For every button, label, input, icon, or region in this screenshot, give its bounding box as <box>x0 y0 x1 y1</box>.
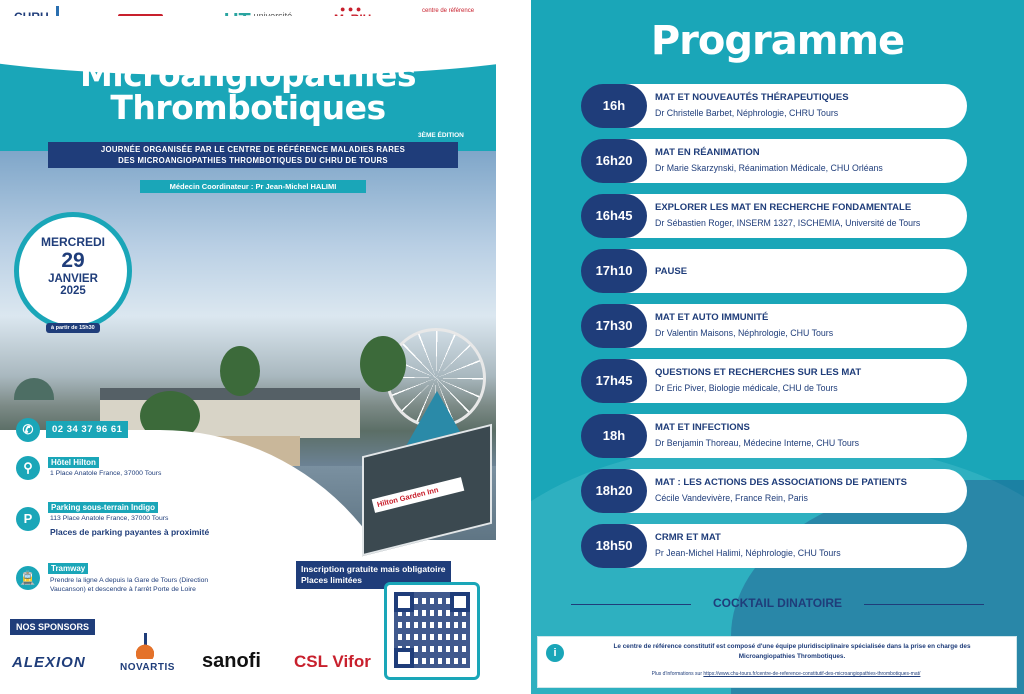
divider <box>864 604 984 605</box>
location-pin-icon: ⚲ <box>16 456 40 480</box>
flyer-left-page <box>0 0 496 694</box>
programme-time: 16h <box>581 84 647 128</box>
tram-title: Tramway <box>48 563 88 574</box>
programme-item-pill <box>601 359 967 403</box>
programme-speaker: Dr Christelle Barbet, Néphrologie, CHRU Tours <box>655 108 839 118</box>
qr-corner <box>450 592 470 612</box>
programme-time: 18h20 <box>581 469 647 513</box>
programme-time: 17h45 <box>581 359 647 403</box>
marih-dots-icon: ● ● ● <box>340 4 362 14</box>
registration-line2: Places limitées <box>301 575 362 585</box>
parking-title: Parking sous-terrain Indigo <box>48 502 158 513</box>
phone-icon: ✆ <box>16 418 40 442</box>
programme-item-pill <box>601 524 967 568</box>
programme-time: 17h10 <box>581 249 647 293</box>
date-day: MERCREDI <box>40 235 105 249</box>
programme-speaker: Dr Valentin Maisons, Néphrologie, CHU Tours <box>655 328 834 338</box>
programme-item-pill <box>601 84 967 128</box>
parking-note: Places de parking payantes à proximité <box>50 527 210 537</box>
tree-shape <box>220 346 260 396</box>
programme-item-pill <box>601 469 967 513</box>
programme-speaker: Dr Marie Skarzynski, Réanimation Médicale, CHU Orléans <box>655 163 883 173</box>
hotel-title: Hôtel Hilton <box>48 457 99 468</box>
qr-corner <box>394 592 414 612</box>
registration-line1: Inscription gratuite mais obligatoire <box>301 564 446 574</box>
date-year: 2025 <box>60 285 86 297</box>
programme-time: 16h20 <box>581 139 647 183</box>
programme-session-title: EXPLORER LES MAT EN RECHERCHE FONDAMENTALE <box>655 202 912 213</box>
programme-time: 18h50 <box>581 524 647 568</box>
edition-label: 3ÈME ÉDITION <box>418 132 464 139</box>
start-time-badge: à partir de 15h30 <box>46 323 100 333</box>
date-badge <box>14 212 132 330</box>
programme-item <box>581 469 967 513</box>
event-title-line1: Microangiopathies <box>79 55 417 94</box>
tram-line2: Vaucanson) et descendre à l'arrêt Porte de Loire <box>50 586 196 593</box>
parking-address: 113 Place Anatole France, 37000 Tours <box>50 515 169 522</box>
programme-session-title: MAT ET NOUVEAUTÉS THÉRAPEUTIQUES <box>655 92 849 103</box>
programme-session-title: QUESTIONS ET RECHERCHES SUR LES MAT <box>655 367 862 378</box>
programme-item <box>581 359 967 403</box>
hotel-address: 1 Place Anatole France, 37000 Tours <box>50 470 162 477</box>
programme-item-pill <box>601 139 967 183</box>
programme-item-pill <box>601 194 967 238</box>
tree-shape <box>360 336 406 392</box>
programme-speaker: Cécile Vandevivère, France Rein, Paris <box>655 493 808 503</box>
programme-item-pill <box>601 304 967 348</box>
programme-item-pill <box>601 414 967 458</box>
programme-speaker: Pr Jean-Michel Halimi, Néphrologie, CHU Tours <box>655 548 841 558</box>
programme-speaker: Dr Eric Piver, Biologie médicale, CHU de Tours <box>655 383 838 393</box>
programme-session-title: CRMR ET MAT <box>655 532 721 543</box>
tram-icon: 🚊 <box>16 566 40 590</box>
dome-shape <box>14 378 54 400</box>
hilton-sign: Hilton Garden Inn <box>372 477 465 513</box>
programme-session-title: PAUSE <box>655 266 688 277</box>
event-title <box>0 55 496 127</box>
qr-corner <box>394 648 414 668</box>
organizer-banner <box>48 142 458 168</box>
date-month: JANVIER <box>48 273 98 285</box>
programme-time: 17h30 <box>581 304 647 348</box>
info-url-link[interactable]: https://www.chu-tours.fr/centre-de-reference-constitutif-des-microangiopathies-thrombotiques-mat/ <box>703 671 921 677</box>
programme-item <box>581 139 967 183</box>
coordinator-label: Médecin Coordinateur : Pr Jean-Michel HALIMI <box>140 180 366 193</box>
tram-line1: Prendre la ligne A depuis la Gare de Tours (Direction <box>50 577 209 584</box>
phone-number[interactable]: 02 34 37 96 61 <box>46 421 128 438</box>
programme-session-title: MAT EN RÉANIMATION <box>655 147 760 158</box>
date-number: 29 <box>61 249 85 272</box>
programme-item <box>581 304 967 348</box>
programme-item <box>581 414 967 458</box>
sponsor-alexion-logo: ALEXION <box>12 654 86 671</box>
programme-speaker: Dr Sébastien Roger, INSERM 1327, ISCHEMIA, Université de Tours <box>655 218 921 228</box>
cocktail-label: COCKTAIL DINATOIRE <box>712 596 843 610</box>
programme-item <box>581 194 967 238</box>
programme-item <box>581 84 967 128</box>
programme-time: 16h45 <box>581 194 647 238</box>
info-box <box>537 636 1017 688</box>
info-url-line <box>558 671 1014 677</box>
info-more-label: Plus d'informations sur <box>651 671 702 677</box>
sponsors-label: NOS SPONSORS <box>10 619 95 635</box>
programme-title: Programme <box>650 18 905 64</box>
programme-item <box>581 524 967 568</box>
parking-icon: P <box>16 507 40 531</box>
sponsor-novartis-logo: NOVARTIS <box>120 662 175 673</box>
programme-item <box>581 249 967 293</box>
info-line2: Microangiopathies Thrombotiques. <box>738 653 846 660</box>
event-title-line2: Thrombotiques <box>110 88 386 127</box>
programme-session-title: MAT ET INFECTIONS <box>655 422 750 433</box>
novartis-flame-icon <box>136 633 154 659</box>
info-box-text <box>572 642 1012 662</box>
programme-session-title: MAT ET AUTO IMMUNITÉ <box>655 312 769 323</box>
flyer-right-page <box>531 0 1024 694</box>
info-line1: Le centre de référence constitutif est composé d'une équipe pluridisciplinaire spécialisée dans la prise en charge des <box>613 643 971 650</box>
programme-time: 18h <box>581 414 647 458</box>
mr-logo-top: centre de référence <box>422 8 475 14</box>
programme-speaker: Dr Benjamin Thoreau, Médecine Interne, CHU Tours <box>655 438 860 448</box>
sponsor-sanofi-logo: sanofi <box>202 650 261 672</box>
tram-directions <box>50 576 208 594</box>
sponsor-csl-vifor-logo: CSL Vifor <box>294 652 371 671</box>
programme-session-title: MAT : LES ACTIONS DES ASSOCIATIONS DE PATIENTS <box>655 477 907 488</box>
info-icon: i <box>546 644 564 662</box>
organizer-line1: JOURNÉE ORGANISÉE PAR LE CENTRE DE RÉFÉRENCE MALADIES RARES <box>100 145 406 154</box>
organizer-line2: DES MICROANGIOPATHIES THROMBOTIQUES DU CHRU DE TOURS <box>118 156 388 165</box>
